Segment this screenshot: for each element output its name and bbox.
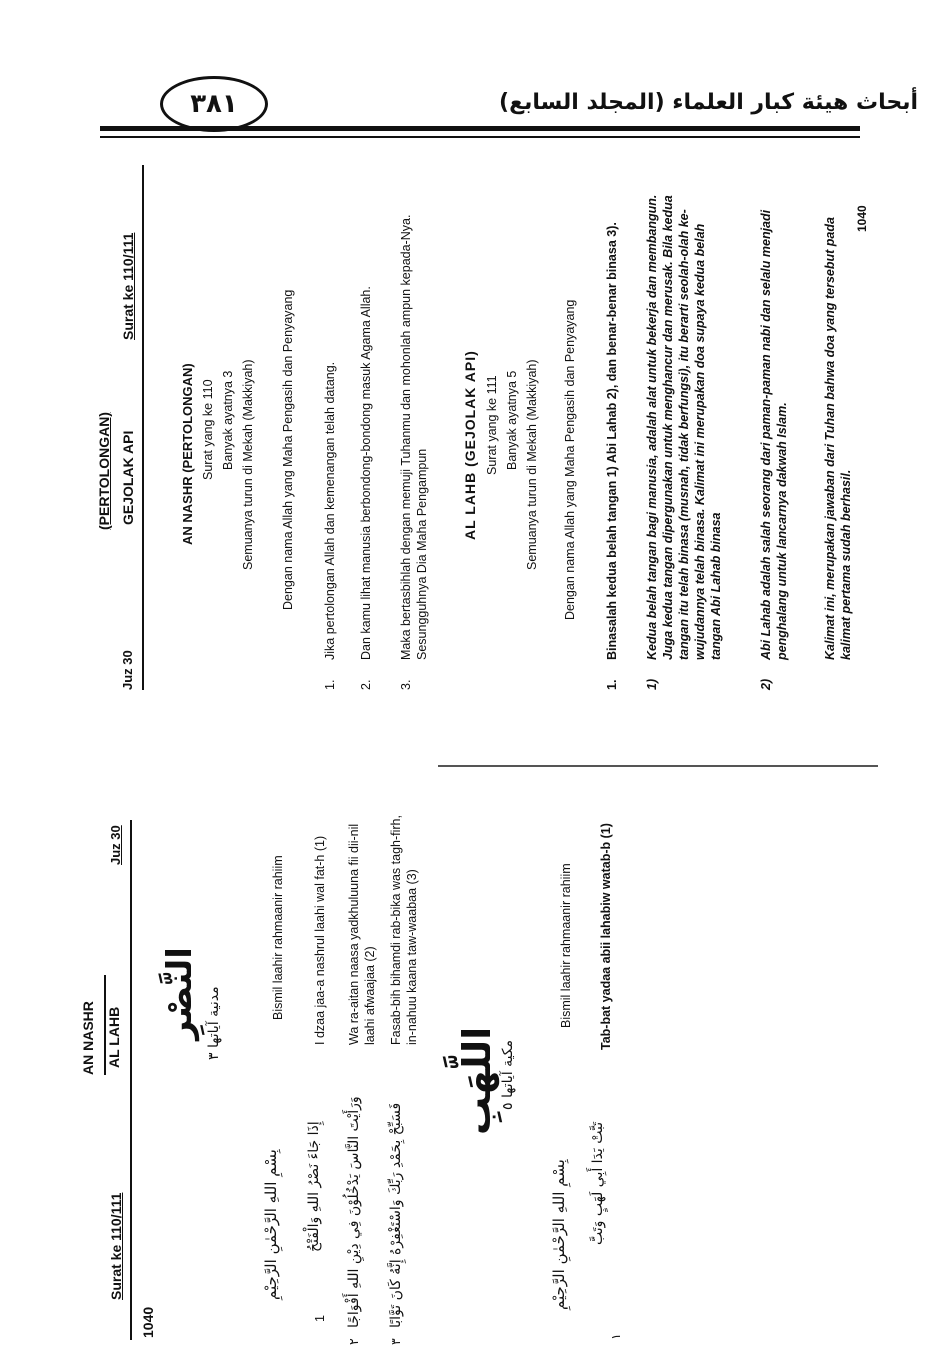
left-surah-ref: Surat ke 110/111 (108, 1192, 124, 1300)
nashr-verse-1-arabic: إِذَا جَاءَ نَصْرُ اللهِ وَالْفَتْحُ (306, 1121, 322, 1252)
footnote-1-text (644, 190, 724, 660)
right-nashr-title: AN NASHR (PERTOLONGAN) (180, 363, 195, 545)
lahab-basmala-translit: Bismil laahir rahmaanir rahiim (559, 863, 573, 1028)
nashr-verse-3-translit-text: Fasab-bih bihamdi rab-bika was tagh-firh, in-nahuu kaana taw-waabaa (3) (389, 815, 419, 1045)
right-nashr-1-num: 1. (323, 679, 337, 690)
right-nashr-1-text: Jika pertolongan Allah dan kemenangan telah datang. (323, 361, 337, 660)
left-header-rule (130, 820, 132, 1340)
right-basmala2-trans: Dengan nama Allah yang Maha Pengasih dan Penyayang (563, 299, 577, 620)
footnote-3-text-p: Kalimat ini, merupakan jawaban dari Tuhan bahwa doa yang tersebut pada kalimat pertama sudah berhasil. (823, 217, 853, 660)
right-nashr-3-text-p: Maka bertasbihlah dengan memuji Tuhanmu dan mohonlah ampun kepada-Nya. Sesungguhnya Dia Maha Pengampun (399, 214, 429, 660)
right-surah-ref: Surat ke 110/111 (120, 232, 136, 340)
right-nashr-line-3: Banyak ayatnya 3 (221, 370, 235, 470)
right-lahab-1-text (604, 190, 620, 660)
right-header-rule (142, 165, 144, 690)
nashr-verse-3-arabic: فَسَبِّحْ بِحَمْدِ رَبِّكَ وَاسْتَغْفِرْهُ إِنَّهُ كَانَ تَوَّابًا (388, 1102, 404, 1328)
left-juz: Juz 30 (108, 825, 123, 865)
right-lahab-1-num: 1. (605, 679, 619, 690)
right-lahab-title: AL LAHB (GEJOLAK API) (462, 350, 478, 540)
footnote-2-num: 2) (759, 678, 773, 690)
lahab-meta: مكية آياتها ٥ (500, 1039, 516, 1110)
nashr-basmala-arabic: بِسْمِ اللهِ الرَّحْمٰنِ الرَّحِيْمِ (262, 1149, 280, 1300)
lahab-verse-1-arabic: تَبَّتْ يَدَا أَبِي لَهَبٍ وَتَبَّ (590, 1121, 606, 1245)
nashr-verse-2-translit (346, 805, 378, 1045)
page-number-arabic: ٣٨١ (190, 89, 238, 119)
left-title-top: AN NASHR (80, 1001, 96, 1075)
right-page-number: 1040 (855, 205, 869, 232)
lahab-calligraphy: اللَّهَبِ (455, 1026, 499, 1135)
footnote-2-text (758, 190, 790, 660)
nashr-calligraphy: النَّصْرِ (160, 947, 200, 1040)
right-lahab-1-text-p: Binasalah kedua belah tangan 1) Abi Lahab 2), dan benar-benar binasa 3). (605, 222, 619, 660)
right-title-bottom: GEJOLAK API (120, 430, 136, 525)
nashr-basmala-translit: Bismil laahir rahmaanir rahiim (271, 855, 285, 1020)
footnote-3-text (822, 190, 854, 660)
lahab-verse-1-translit: Tab-bat yadaa abii lahabiw watab-b (1) (599, 823, 613, 1050)
right-basmala-trans: Dengan nama Allah yang Maha Pengasih dan Penyayang (281, 289, 295, 610)
lahab-basmala-arabic: بِسْمِ اللهِ الرَّحْمٰنِ الرَّحِيْمِ (550, 1159, 568, 1310)
right-lahab-line-3: Banyak ayatnya 5 (505, 370, 519, 470)
right-nashr-3-text (398, 190, 430, 660)
nashr-verse-2-num: ٢ (347, 1338, 361, 1345)
footnote-1-text-p: Kedua belah tangan bagi manusia, adalah alat untuk bekerja dan membangun. Juga kedua tangan dipergunakan untuk menghancur dan merusak. Bila kedua tangan itu telah binasa (musnah, tidak berfungsi), itu berarti seolah-olah ke-wujudannya telah binasa. Kalimat ini merupakan doa supaya kedua belah tangan Abi Lahab binasa (645, 194, 723, 660)
nashr-verse-1-translit: I dzaa jaa-a nashrul laahi wal fat-h (1) (313, 835, 327, 1045)
nashr-verse-2-translit-text: Wa ra-aitan naasa yadkhuluuna fii dii-nil laahi afwaajaa (2) (347, 823, 377, 1045)
page-divider (438, 765, 878, 767)
right-nashr-2-text: Dan kamu lihat manusia berbondong-bondong masuk Agama Allah. (359, 286, 373, 660)
right-juz: Juz 30 (120, 650, 135, 690)
nashr-verse-2-arabic: وَرَأَيْتَ النَّاسَ يَدْخُلُوْنَ فِي دِيْنِ اللهِ أَفْوَاجًا (346, 1096, 362, 1328)
nashr-verse-1-num: 1 (313, 1315, 327, 1322)
header-title: أبحاث هيئة كبار العلماء (المجلد السابع) (499, 90, 918, 115)
nashr-verse-3-num: ٣ (389, 1338, 403, 1345)
header-rule-thick (100, 126, 860, 131)
nashr-meta: مدنية آياتها ٣ (206, 986, 222, 1060)
right-title-top: (PERTOLONGAN) (96, 412, 112, 530)
right-nashr-3-num: 3. (399, 679, 413, 690)
lahab-verse-1-num: ١ (609, 1333, 623, 1340)
nashr-verse-3-translit (388, 805, 420, 1045)
right-lahab-line-2: Surat yang ke 111 (485, 375, 499, 475)
right-nashr-line-4: Semuanya turun di Mekah (Makkiyah) (241, 359, 255, 570)
page-number-oval (160, 76, 268, 132)
right-nashr-2-num: 2. (359, 679, 373, 690)
right-nashr-line-2: Surat yang ke 110 (201, 379, 215, 480)
left-page-number: 1040 (140, 1306, 156, 1338)
left-title-bottom: AL LAHB (106, 1006, 122, 1068)
header-rule-thin (100, 136, 860, 138)
right-lahab-line-4: Semuanya turun di Mekah (Makkiyah) (525, 359, 539, 570)
footnote-2-text-p: Abi Lahab adalah salah seorang dari paman-paman nabi dan selalu menjadi penghalang untuk lancarnya dakwah Islam. (759, 209, 789, 660)
footnote-1-num: 1) (645, 678, 659, 690)
